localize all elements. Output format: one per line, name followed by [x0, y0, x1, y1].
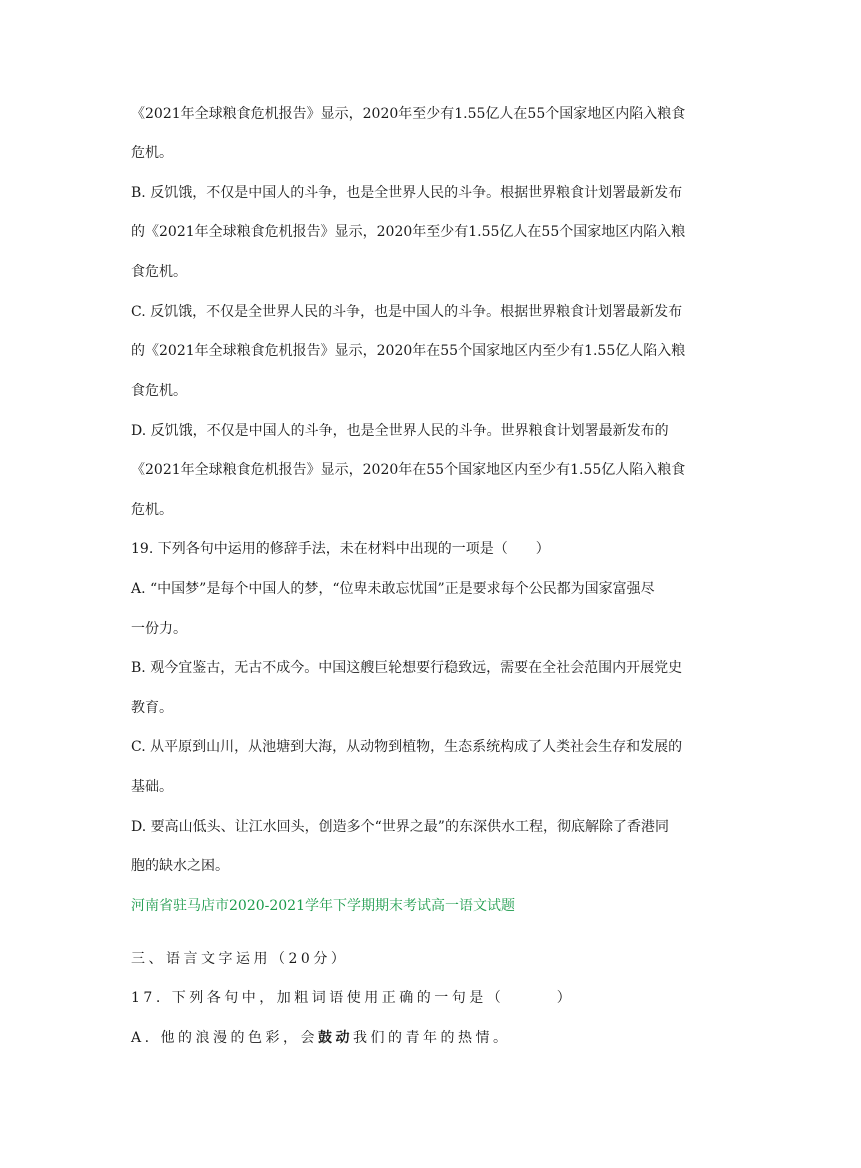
q19-option-d-line-2: 胞的缺水之困。 [131, 858, 229, 874]
q18-option-a-line-1: 《2021年全球粮食危机报告》显示，2020年至少有1.55亿人在55个国家地区内陷入粮食 [131, 106, 686, 122]
q17-option-a-after: 我们的青年的热情。 [353, 1030, 511, 1046]
q19-option-b-line-1: B. 观今宜鉴古，无古不成今。中国这艘巨轮想要行稳致远，需要在全社会范围内开展党史 [131, 660, 683, 676]
q18-option-d-line-3: 危机。 [131, 502, 173, 518]
q18-option-d-line-2: 《2021年全球粮食危机报告》显示，2020年在55个国家地区内至少有1.55亿人陷入粮食 [131, 462, 686, 478]
q19-option-b-line-2: 教育。 [131, 700, 173, 716]
q19-stem: 19. 下列各句中运用的修辞手法，未在材料中出现的一项是（ ） [131, 541, 550, 557]
q17-option-a-before: A. 他的浪漫的色彩，会 [131, 1030, 319, 1046]
section-3-heading: 三、语言文字运用（20分） [131, 951, 349, 967]
q18-option-b-line-3: 食危机。 [131, 264, 187, 280]
q18-option-d-line-1: D. 反饥饿，不仅是中国人的斗争，也是全世界人民的斗争。世界粮食计划署最新发布的 [131, 423, 669, 439]
q18-option-c-line-2: 的《2021年全球粮食危机报告》显示，2020年在55个国家地区内至少有1.55亿人陷入粮 [131, 343, 686, 359]
q19-option-d-line-1: D. 要高山低头、让江水回头，创造多个“世界之最”的东深供水工程，彻底解除了香港同 [131, 819, 669, 835]
q18-option-b-line-1: B. 反饥饿，不仅是中国人的斗争，也是全世界人民的斗争。根据世界粮食计划署最新发布 [131, 185, 683, 201]
q17-stem: 17. 下列各句中，加粗词语使用正确的一句是（ ） [131, 990, 575, 1006]
q18-option-c-line-1: C. 反饥饿，不仅是全世界人民的斗争，也是中国人的斗争。根据世界粮食计划署最新发布 [131, 304, 683, 320]
q17-option-a [131, 1028, 511, 1048]
q19-option-a-line-1: A. “中国梦”是每个中国人的梦，“位卑未敢忘忧国”正是要求每个公民都为国家富强尽 [131, 581, 655, 597]
q18-option-c-line-3: 食危机。 [131, 383, 187, 399]
source-title: 河南省驻马店市2020-2021学年下学期期末考试高一语文试题 [131, 898, 515, 914]
q18-option-a-line-2: 危机。 [131, 145, 173, 161]
q19-option-c-line-2: 基础。 [131, 779, 173, 795]
q17-option-a-bold-word: 鼓动 [318, 1030, 354, 1046]
q19-option-c-line-1: C. 从平原到山川，从池塘到大海，从动物到植物，生态系统构成了人类社会生存和发展的 [131, 739, 683, 755]
q19-option-a-line-2: 一份力。 [131, 621, 187, 637]
q18-option-b-line-2: 的《2021年全球粮食危机报告》显示，2020年至少有1.55亿人在55个国家地区内陷入粮 [131, 224, 686, 240]
